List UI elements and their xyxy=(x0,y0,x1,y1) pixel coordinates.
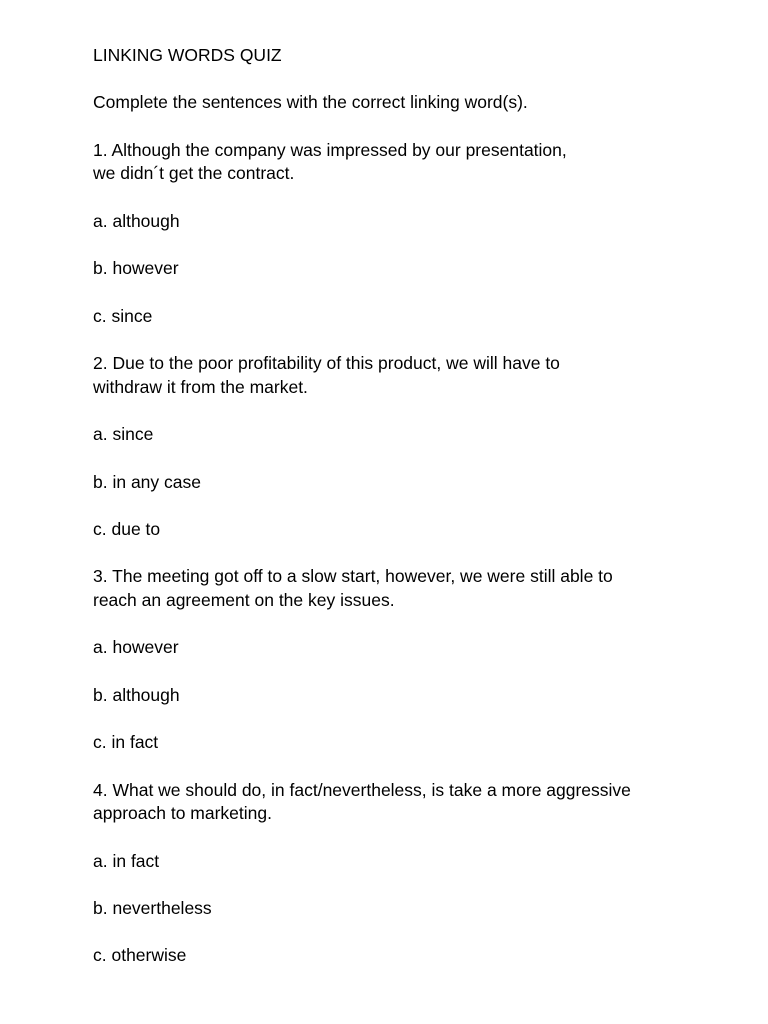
question-line-1: 2. Due to the poor profitability of this product, we will have to xyxy=(93,353,560,374)
question-line-2: withdraw it from the market. xyxy=(93,376,308,397)
option-c: c. since xyxy=(93,305,153,326)
question-text xyxy=(93,139,713,186)
option-c: c. due to xyxy=(93,518,161,539)
question-line-1: 4. What we should do, in fact/nevertheless, is take a more aggressive xyxy=(93,779,631,800)
option-b: b. although xyxy=(93,684,180,705)
question-2 xyxy=(93,352,713,542)
option-b: b. in any case xyxy=(93,471,201,492)
question-line-2: reach an agreement on the key issues. xyxy=(93,590,395,611)
question-line-1: 1. Although the company was impressed by our presentation, xyxy=(93,139,567,160)
quiz-title: LINKING WORDS QUIZ xyxy=(93,45,282,65)
option-a: a. since xyxy=(93,424,154,445)
question-text xyxy=(93,779,713,826)
option-a: a. in fact xyxy=(93,850,160,871)
question-text xyxy=(93,565,713,612)
question-4 xyxy=(93,779,713,969)
document-page xyxy=(93,44,713,992)
option-b: b. however xyxy=(93,258,179,279)
question-line-2: we didn´t get the contract. xyxy=(93,163,295,184)
option-c: c. otherwise xyxy=(93,945,187,966)
option-a: a. although xyxy=(93,210,180,231)
option-a: a. however xyxy=(93,637,179,658)
question-line-2: approach to marketing. xyxy=(93,803,272,824)
question-1 xyxy=(93,139,713,329)
question-text xyxy=(93,352,713,399)
question-line-1: 3. The meeting got off to a slow start, however, we were still able to xyxy=(93,566,613,587)
option-b: b. nevertheless xyxy=(93,898,212,919)
question-3 xyxy=(93,565,713,755)
option-c: c. in fact xyxy=(93,732,159,753)
quiz-instructions: Complete the sentences with the correct linking word(s). xyxy=(93,92,528,113)
